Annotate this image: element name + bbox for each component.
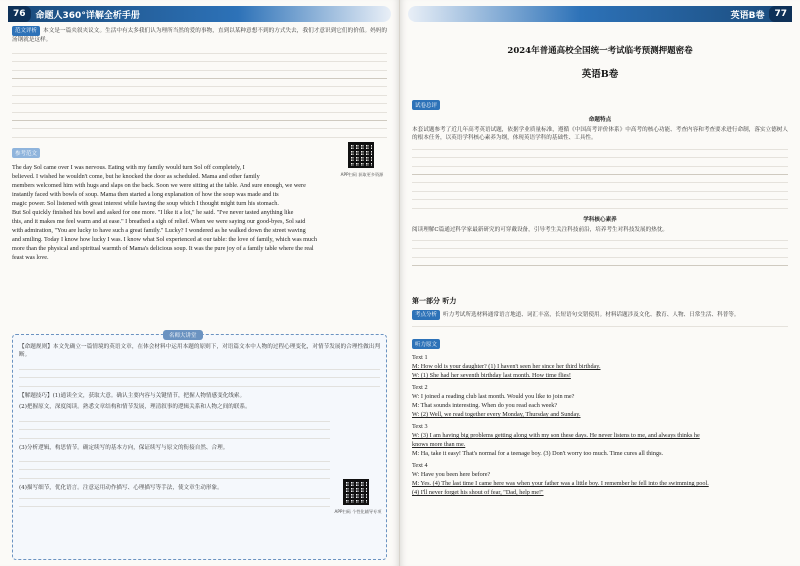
essay-line: members welcomed him with hugs and slaps on the back. Soon we were sitting at the table. And sure enough, we were — [12, 182, 306, 189]
left-header — [8, 6, 391, 22]
essay-line: this, and it makes me feel warm and at ease." I breathed a sigh of relief. When we were saying our good-byes, Sol said — [12, 218, 306, 225]
test-label: Text 2 — [412, 384, 428, 392]
overview-section — [412, 92, 788, 268]
features-text: 本套试题参考了近几年高考英语试题，依据学业质量标准，遵循《中国高考评价体系》中高考的核心功能、考查内容和考查要求进行命制，落实立德树人的根本任务，以英语学科核心素养为纲，体现英语学科的基础性、工具性。 — [412, 127, 788, 142]
analysis-tag: 范文评析 — [12, 26, 40, 36]
listening-section — [412, 296, 788, 497]
note-box-title: 名师大讲堂 — [163, 330, 203, 340]
script-line: M: Yes. (4) The last time I came here was when your father was a little boy. I remember he fell into the swimming pool. — [412, 480, 709, 488]
note-line: (2)把握原文，深度阅读。熟悉文章结构和情节发展，理清叙事的逻辑关系和人物之间的联系。 — [19, 404, 251, 411]
essay-line: more than the physical and spiritual warmth of Mama's delicious soup. It was the pure joy of a family table where the real — [12, 245, 314, 252]
note-line: (3)分析逻辑，构思情节。确定续写的基本方向，保证续写与原文的衔接自然、合理。 — [19, 444, 229, 451]
essay-line: believed. I wished he wouldn't come, but he knocked the door as scheduled. Mama and other family — [12, 173, 260, 180]
qr-label-top: APP扫码 获取更多资源 — [340, 172, 384, 177]
note-content — [19, 343, 380, 514]
note-continued — [19, 415, 330, 441]
note-continued — [19, 363, 380, 389]
exam-title-block — [412, 44, 788, 80]
left-page-number: 76 — [8, 6, 31, 22]
script-line: knows more than me. — [412, 441, 466, 449]
analysis-section — [12, 26, 387, 139]
script-line: M: How old is your daughter? (1) I haven't seen her since her third birthday. — [412, 363, 601, 371]
essay-line: with admiration, "You are lucky to have such a great family." Lucky? I wondered as he walked down the street waving — [12, 227, 306, 234]
essay-line: instantly faced with bowls of soup. Mama then started a long explanation of how the soup was made and its — [12, 191, 279, 198]
right-page-number: 77 — [769, 6, 792, 22]
right-page — [400, 0, 800, 566]
listening-intro-text: 听力考试所选材料通常语言地道、词汇丰富，长短语句交错使用。材料话题涉及文化、教育、人物、日常生活、科普等。 — [443, 312, 740, 318]
script-line: W: (1) She had her seventh birthday last month. How time flies! — [412, 372, 571, 380]
test-label: Text 1 — [412, 354, 428, 362]
literacy-continued — [412, 234, 788, 268]
script-line: M: Ha, take it easy! That's normal for a teenage boy. (3) Don't worry too much. Time cures all things. — [412, 450, 664, 458]
essay-line: feast was love. — [12, 254, 49, 261]
listening-intro — [412, 310, 788, 320]
literacy-title: 学科核心素养 — [583, 216, 617, 223]
paper-title: 英语B卷 — [581, 69, 619, 80]
features-title: 命题特点 — [588, 117, 612, 123]
qr-code-bottom[interactable] — [343, 479, 369, 505]
qr-label-bottom: APP扫码 个性化辅导专项 — [334, 509, 382, 514]
note-continued — [19, 492, 330, 514]
overview-tag: 试卷总评 — [412, 100, 440, 110]
script-line: W: (3) I am having big problems getting along with my son these days. He never listens to me, and always thinks he — [412, 432, 700, 440]
note-line: 【解题技巧】(1)通读全文，获取大意。确认主要内容与关键情节，把握人物情感变化线索。 — [19, 392, 246, 399]
note-continued — [19, 455, 330, 481]
essay-line: The day Sol came over I was nervous. Eating with my family would turn Sol off completely, I — [12, 164, 245, 171]
analysis-continued-text — [12, 47, 387, 139]
listening-tag: 考点分析 — [412, 310, 440, 320]
listening-script — [412, 353, 788, 497]
script-line: W: Have you been here before? — [412, 471, 491, 479]
listening-intro-continued — [412, 320, 788, 328]
test-label: Text 4 — [412, 462, 428, 470]
left-header-title: 命题人360°详解全析手册 — [35, 10, 140, 21]
script-tag: 听力原文 — [412, 339, 440, 349]
script-line: (4) I'll never forget his shout of fear, "Dad, help me!" — [412, 489, 544, 497]
essay-text — [12, 163, 387, 262]
analysis-text: 本文是一篇夹叙夹议文。生活中有太多我们认为理所当然的爱的事物，直到以某种意想不到的方式失去，我们才意识到它们的价值。妈妈的汤钢就是这样。 — [12, 28, 387, 44]
test-label: Text 3 — [412, 423, 428, 431]
script-line: W: (2) Well, we read together every Monday, Thursday and Sunday. — [412, 411, 581, 419]
essay-line: But Sol quickly finished his bowl and asked for one more. "I like it a lot," he said. "I've never tasted anything like — [12, 209, 294, 216]
features-continued — [412, 143, 788, 211]
exam-title: 2024年普通高校全国统一考试临考预测押题密卷 — [507, 46, 693, 56]
note-line: 【命题规则】本文先确立一篇情境的英语文章，在体会材料中运用本题的原则下，对语篇文本中人物的过程心理变化，对情节发展的合理性做出判断。 — [19, 344, 380, 359]
essay-line: magic power. Sol listened with great interest while having the soup which I thought might turn his stomach. — [12, 200, 279, 207]
qr-code-top[interactable] — [348, 142, 374, 168]
literacy-text: 阅读理解C篇通过科学家最新研究的可穿戴设备，引导考生关注科技前沿，培养考生对科技发展的热忱。 — [412, 226, 669, 233]
reference-tag: 参考范文 — [12, 148, 40, 158]
reference-section — [12, 140, 387, 262]
right-header — [408, 6, 792, 22]
script-line: W: I joined a reading club last month. Would you like to join me? — [412, 393, 575, 401]
part-title: 第一部分 听力 — [412, 297, 457, 305]
essay-line: and smiling. Today I know how lucky I was. I know what Sol experienced at our table: the love of family, which was much — [12, 236, 317, 243]
right-header-title: 英语B卷 — [730, 10, 765, 21]
script-line: M: That sounds interesting. When do you read each week? — [412, 402, 558, 410]
analysis-paragraph — [12, 26, 387, 45]
note-line: (4)描写细节，优化语言。注意运用动作描写、心理描写等手法，使文章生动形象。 — [19, 485, 223, 492]
teacher-note-box — [12, 334, 387, 560]
